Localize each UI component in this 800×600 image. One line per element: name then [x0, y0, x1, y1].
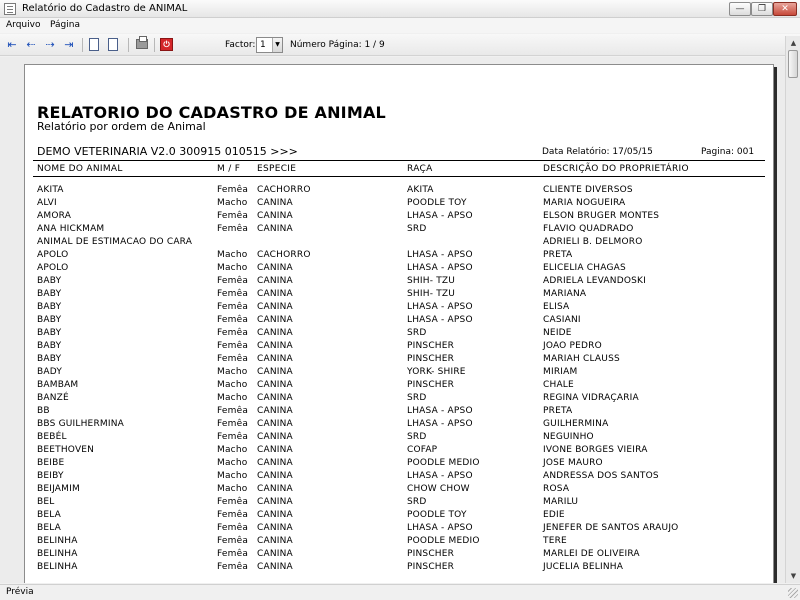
cell-breed: POODLE TOY	[407, 198, 467, 208]
table-row	[25, 224, 773, 237]
cell-owner: ADRIELI B. DELMORO	[543, 237, 643, 247]
cell-species: CANINA	[257, 432, 293, 442]
cell-breed: COFAP	[407, 445, 438, 455]
column-header-name: NOME DO ANIMAL	[37, 164, 123, 174]
cell-owner: IVONE BORGES VIEIRA	[543, 445, 648, 455]
table-row	[25, 510, 773, 523]
column-header-breed: RAÇA	[407, 164, 433, 174]
cell-owner: CASIANI	[543, 315, 581, 325]
close-preview-icon[interactable]: ⏻	[160, 38, 173, 51]
cell-sex: Femêa	[217, 289, 249, 299]
cell-owner: MARLEI DE OLIVEIRA	[543, 549, 640, 559]
cell-species: CACHORRO	[257, 185, 311, 195]
cell-animal-name: BANZÉ	[37, 393, 69, 403]
report-company: DEMO VETERINARIA V2.0 300915 010515 >>>	[37, 145, 298, 158]
cell-breed: PINSCHER	[407, 380, 455, 390]
cell-breed: PINSCHER	[407, 341, 455, 351]
cell-breed: SRD	[407, 328, 427, 338]
cell-sex: Femêa	[217, 341, 249, 351]
factor-value: 1	[260, 40, 266, 50]
cell-sex: Femêa	[217, 432, 249, 442]
cell-owner: MARIANA	[543, 289, 587, 299]
cell-species: CANINA	[257, 315, 293, 325]
scrollbar-thumb[interactable]	[788, 50, 798, 78]
cell-owner: ANDRESSA DOS SANTOS	[543, 471, 659, 481]
table-row	[25, 445, 773, 458]
table-row	[25, 484, 773, 497]
cell-breed: LHASA - APSO	[407, 315, 473, 325]
cell-species: CANINA	[257, 458, 293, 468]
cell-species: CANINA	[257, 224, 293, 234]
cell-sex: Macho	[217, 250, 248, 260]
table-row	[25, 237, 773, 250]
table-row	[25, 250, 773, 263]
cell-animal-name: BEIJAMIM	[37, 484, 80, 494]
cell-sex: Femêa	[217, 562, 249, 572]
cell-breed: CHOW CHOW	[407, 484, 470, 494]
report-page-number: Pagina: 001	[701, 147, 755, 157]
cell-owner: ELSON BRUGER MONTES	[543, 211, 660, 221]
chevron-down-icon[interactable]: ▼	[272, 38, 282, 52]
title-bar	[0, 0, 800, 18]
cell-animal-name: ALVI	[37, 198, 57, 208]
table-row	[25, 419, 773, 432]
cell-sex: Macho	[217, 471, 248, 481]
report-title: RELATORIO DO CADASTRO DE ANIMAL	[37, 103, 386, 122]
factor-label: Factor:	[225, 40, 256, 50]
cell-animal-name: BELINHA	[37, 549, 78, 559]
cell-sex: Macho	[217, 458, 248, 468]
table-row	[25, 354, 773, 367]
table-row	[25, 211, 773, 224]
table-row	[25, 315, 773, 328]
window-title: Relatório do Cadastro de ANIMAL	[22, 3, 188, 14]
cell-owner: TERE	[543, 536, 567, 546]
cell-breed: SRD	[407, 224, 427, 234]
cell-owner: MARIAH CLAUSS	[543, 354, 620, 364]
cell-owner: JOAO PEDRO	[543, 341, 602, 351]
cell-breed: LHASA - APSO	[407, 406, 473, 416]
cell-species: CANINA	[257, 289, 293, 299]
table-row	[25, 393, 773, 406]
resize-grip-icon[interactable]	[788, 588, 798, 598]
cell-species: CANINA	[257, 341, 293, 351]
cell-species: CANINA	[257, 367, 293, 377]
cell-species: CANINA	[257, 497, 293, 507]
cell-owner: FLAVIO QUADRADO	[543, 224, 634, 234]
table-row	[25, 549, 773, 562]
app-icon	[4, 3, 16, 15]
cell-species: CANINA	[257, 536, 293, 546]
cell-owner: ROSA	[543, 484, 570, 494]
cell-owner: PRETA	[543, 406, 573, 416]
report-subtitle: Relatório por ordem de Animal	[37, 120, 206, 133]
report-date: Data Relatório: 17/05/15	[542, 147, 653, 157]
cell-animal-name: BAMBAM	[37, 380, 79, 390]
cell-sex: Femêa	[217, 549, 249, 559]
cell-breed: LHASA - APSO	[407, 419, 473, 429]
cell-animal-name: APOLO	[37, 250, 69, 260]
cell-owner: GUILHERMINA	[543, 419, 609, 429]
cell-species: CANINA	[257, 419, 293, 429]
cell-owner: EDIE	[543, 510, 565, 520]
table-row	[25, 536, 773, 549]
cell-sex: Femêa	[217, 315, 249, 325]
first-page-icon[interactable]: ⇤	[7, 38, 17, 51]
cell-owner: ELICELIA CHAGAS	[543, 263, 626, 273]
cell-animal-name: BEBÉL	[37, 432, 67, 442]
cell-animal-name: BEIBE	[37, 458, 65, 468]
print-icon[interactable]	[136, 39, 148, 49]
close-button[interactable]: ✕	[773, 2, 797, 16]
cell-species: CANINA	[257, 445, 293, 455]
cell-owner: JENEFER DE SANTOS ARAUJO	[543, 523, 679, 533]
cell-breed: LHASA - APSO	[407, 250, 473, 260]
cell-sex: Femêa	[217, 302, 249, 312]
cell-owner: CLIENTE DIVERSOS	[543, 185, 633, 195]
preview-viewport[interactable]	[0, 57, 785, 583]
table-row	[25, 380, 773, 393]
column-header-owner: DESCRIÇÃO DO PROPRIETÁRIO	[543, 164, 689, 174]
cell-breed: YORK- SHIRE	[407, 367, 466, 377]
cell-animal-name: BELINHA	[37, 562, 78, 572]
cell-animal-name: BABY	[37, 289, 62, 299]
two-pages-icon[interactable]	[108, 38, 118, 51]
menu-pagina[interactable]: Página	[50, 20, 80, 30]
cell-animal-name: BELINHA	[37, 536, 78, 546]
cell-sex: Macho	[217, 380, 248, 390]
cell-animal-name: BELA	[37, 510, 62, 520]
cell-animal-name: APOLO	[37, 263, 69, 273]
cell-species: CANINA	[257, 562, 293, 572]
cell-animal-name: BABY	[37, 328, 62, 338]
scroll-down-icon[interactable]: ▼	[790, 572, 797, 580]
menu-bar	[0, 18, 800, 33]
table-row	[25, 406, 773, 419]
cell-breed: LHASA - APSO	[407, 211, 473, 221]
cell-breed: PINSCHER	[407, 549, 455, 559]
cell-owner: ADRIELA LEVANDOSKI	[543, 276, 646, 286]
toolbar	[0, 34, 800, 56]
cell-sex: Macho	[217, 445, 248, 455]
cell-owner: JOSE MAURO	[543, 458, 603, 468]
cell-species: CANINA	[257, 354, 293, 364]
cell-sex: Femêa	[217, 497, 249, 507]
table-row	[25, 432, 773, 445]
cell-breed: POODLE MEDIO	[407, 536, 480, 546]
cell-breed: POODLE TOY	[407, 510, 467, 520]
cell-animal-name: BABY	[37, 354, 62, 364]
cell-species: CANINA	[257, 302, 293, 312]
maximize-button[interactable]: ❐	[751, 2, 773, 16]
cell-animal-name: BADY	[37, 367, 63, 377]
cell-animal-name: BABY	[37, 302, 62, 312]
cell-sex: Femêa	[217, 536, 249, 546]
table-row	[25, 185, 773, 198]
cell-species: CANINA	[257, 276, 293, 286]
cell-owner: MIRIAM	[543, 367, 578, 377]
header-rule	[33, 160, 765, 161]
cell-animal-name: BB	[37, 406, 50, 416]
cell-sex: Macho	[217, 393, 248, 403]
cell-breed: LHASA - APSO	[407, 302, 473, 312]
cell-sex: Femêa	[217, 419, 249, 429]
cell-breed: POODLE MEDIO	[407, 458, 480, 468]
cell-species: CANINA	[257, 484, 293, 494]
cell-owner: MARIA NOGUEIRA	[543, 198, 626, 208]
column-header-species: ESPECIE	[257, 164, 297, 174]
cell-breed: SRD	[407, 432, 427, 442]
next-page-icon[interactable]: ⇢	[45, 38, 55, 51]
cell-animal-name: BEIBY	[37, 471, 64, 481]
column-header-sex: M / F	[217, 164, 241, 174]
cell-breed: SHIH- TZU	[407, 276, 456, 286]
cell-breed: SRD	[407, 497, 427, 507]
cell-species: CANINA	[257, 393, 293, 403]
cell-animal-name: ANIMAL DE ESTIMACAO DO CARA	[37, 237, 193, 247]
table-row	[25, 198, 773, 211]
vertical-scrollbar[interactable]	[785, 36, 800, 583]
cell-species: CANINA	[257, 198, 293, 208]
cell-breed: PINSCHER	[407, 562, 455, 572]
cell-animal-name: BABY	[37, 276, 62, 286]
cell-species: CANINA	[257, 211, 293, 221]
cell-owner: CHALE	[543, 380, 574, 390]
report-page	[24, 64, 774, 583]
cell-species: CANINA	[257, 471, 293, 481]
table-row	[25, 497, 773, 510]
table-row	[25, 276, 773, 289]
cell-breed: PINSCHER	[407, 354, 455, 364]
table-row	[25, 263, 773, 276]
cell-owner: JUCELIA BELINHA	[543, 562, 624, 572]
cell-owner: NEGUINHO	[543, 432, 594, 442]
cell-breed: LHASA - APSO	[407, 263, 473, 273]
status-text: Prévia	[6, 587, 34, 597]
cell-animal-name: BABY	[37, 315, 62, 325]
cell-breed: LHASA - APSO	[407, 471, 473, 481]
cell-sex: Femêa	[217, 328, 249, 338]
cell-owner: PRETA	[543, 250, 573, 260]
cell-animal-name: ANA HICKMAM	[37, 224, 105, 234]
toolbar-separator	[82, 38, 83, 52]
cell-owner: ELISA	[543, 302, 570, 312]
menu-arquivo[interactable]: Arquivo	[6, 20, 41, 30]
table-row	[25, 328, 773, 341]
factor-select[interactable]	[256, 37, 283, 53]
cell-sex: Femêa	[217, 354, 249, 364]
toolbar-separator	[154, 38, 155, 52]
cell-species: CANINA	[257, 549, 293, 559]
cell-sex: Macho	[217, 484, 248, 494]
table-row	[25, 458, 773, 471]
cell-sex: Femêa	[217, 185, 249, 195]
column-header-rule	[33, 176, 765, 177]
table-row	[25, 523, 773, 536]
minimize-button[interactable]: —	[729, 2, 751, 16]
table-row	[25, 289, 773, 302]
cell-owner: MARILU	[543, 497, 579, 507]
cell-animal-name: BEETHOVEN	[37, 445, 95, 455]
table-row	[25, 367, 773, 380]
single-page-icon[interactable]	[89, 38, 99, 51]
cell-sex: Femêa	[217, 523, 249, 533]
cell-breed: SRD	[407, 393, 427, 403]
cell-owner: NEIDE	[543, 328, 572, 338]
cell-breed: LHASA - APSO	[407, 523, 473, 533]
cell-animal-name: BEL	[37, 497, 55, 507]
table-row	[25, 562, 773, 575]
cell-sex: Macho	[217, 263, 248, 273]
cell-species: CANINA	[257, 263, 293, 273]
cell-animal-name: BABY	[37, 341, 62, 351]
cell-breed: AKITA	[407, 185, 434, 195]
scroll-up-icon[interactable]: ▲	[790, 39, 797, 47]
cell-sex: Macho	[217, 367, 248, 377]
cell-sex: Femêa	[217, 211, 249, 221]
table-row	[25, 471, 773, 484]
cell-sex: Macho	[217, 198, 248, 208]
cell-sex: Femêa	[217, 510, 249, 520]
table-row	[25, 302, 773, 315]
status-bar	[0, 584, 800, 600]
cell-species: CANINA	[257, 406, 293, 416]
cell-animal-name: BBS GUILHERMINA	[37, 419, 125, 429]
cell-sex: Femêa	[217, 224, 249, 234]
cell-sex: Femêa	[217, 406, 249, 416]
cell-breed: SHIH- TZU	[407, 289, 456, 299]
cell-species: CACHORRO	[257, 250, 311, 260]
cell-species: CANINA	[257, 523, 293, 533]
cell-animal-name: AMORA	[37, 211, 72, 221]
cell-sex: Femêa	[217, 276, 249, 286]
cell-species: CANINA	[257, 328, 293, 338]
cell-animal-name: AKITA	[37, 185, 64, 195]
page-number-label: Número Página: 1 / 9	[290, 40, 385, 50]
table-row	[25, 341, 773, 354]
prev-page-icon[interactable]: ⇠	[26, 38, 36, 51]
report-rows	[25, 185, 773, 575]
cell-species: CANINA	[257, 510, 293, 520]
cell-species: CANINA	[257, 380, 293, 390]
toolbar-separator	[128, 38, 129, 52]
last-page-icon[interactable]: ⇥	[64, 38, 74, 51]
cell-animal-name: BELA	[37, 523, 62, 533]
cell-owner: REGINA VIDRAÇARIA	[543, 393, 639, 403]
